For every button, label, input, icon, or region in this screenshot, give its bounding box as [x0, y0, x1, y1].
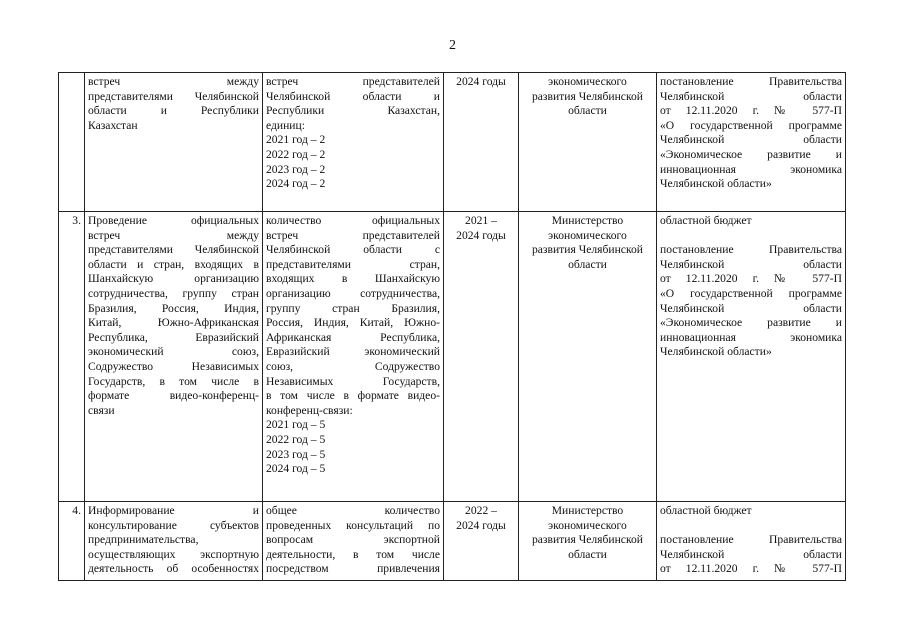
indicator-line: 2023 год – 2	[266, 162, 326, 176]
source-cell	[657, 212, 846, 502]
source-line: от 12.11.2020 г. № 577-П	[660, 104, 842, 118]
event-cell	[85, 73, 263, 212]
event-line: представителями Челябинской	[88, 89, 259, 103]
event-line: представителями Челябинской	[88, 243, 259, 257]
table-row	[59, 502, 846, 581]
row-number: 4.	[59, 502, 85, 581]
indicator-line: Россия, Индия, Китай, Южно-	[266, 316, 440, 330]
indicator-line: Африканская Республика,	[266, 330, 440, 344]
source-line: «Экономическое развитие и	[660, 147, 842, 161]
period-cell	[444, 502, 519, 581]
funding-source: областной бюджет	[660, 504, 752, 517]
executor-line: Министерство	[551, 504, 624, 517]
event-line: связи	[88, 403, 115, 417]
period-line: 2024 годы	[456, 518, 506, 532]
period-line: 2022 –	[465, 504, 497, 517]
source-line: Челябинской области	[660, 133, 842, 147]
source-line: Челябинской области»	[660, 177, 772, 191]
indicator-line: 2021 год – 2	[266, 133, 326, 147]
indicator-line: Независимых Государств,	[266, 374, 440, 388]
event-line: Информирование и	[88, 504, 259, 517]
indicator-line: 2022 год – 5	[266, 432, 326, 446]
program-table	[58, 72, 846, 581]
source-line: постановление Правительства	[660, 75, 842, 88]
event-line: области и Республики	[88, 104, 259, 118]
indicator-cell	[263, 502, 444, 581]
executor-line: Министерство	[551, 214, 624, 227]
event-cell	[85, 212, 263, 502]
indicator-line: 2021 год – 5	[266, 418, 326, 432]
event-line: Бразилия, Россия, Индия,	[88, 301, 259, 315]
indicator-cell	[263, 73, 444, 212]
event-line: области и стран, входящих в	[88, 257, 259, 271]
source-line: Челябинской области»	[660, 345, 772, 359]
indicator-line: вопросам экспортной	[266, 533, 440, 547]
event-line: Проведение официальных	[88, 214, 259, 227]
period-cell	[444, 73, 519, 212]
executor-line: экономического	[548, 518, 627, 532]
indicator-line: встреч представителей	[266, 75, 440, 88]
indicator-line: Челябинской области с	[266, 243, 440, 257]
indicator-cell	[263, 212, 444, 502]
table-row	[59, 212, 846, 502]
indicator-line: в том числе в формате видео-	[266, 389, 440, 403]
source-line: Челябинской области	[660, 547, 842, 561]
executor-line: развития Челябинской	[531, 533, 643, 547]
indicator-line: союз, Содружество	[266, 359, 440, 373]
period-cell	[444, 212, 519, 502]
source-line: от 12.11.2020 г. № 577-П	[660, 562, 842, 576]
indicator-line: Республики Казахстан,	[266, 104, 440, 118]
indicator-line: организацию сотрудничества,	[266, 286, 440, 300]
indicator-line: представителями стран,	[266, 257, 440, 271]
executor-line: экономического	[548, 75, 627, 88]
event-line: консультирование субъектов	[88, 518, 259, 532]
indicator-line: количество официальных	[266, 214, 440, 227]
indicator-line: 2022 год – 2	[266, 147, 326, 161]
source-line: постановление Правительства	[660, 243, 842, 257]
source-cell	[657, 502, 846, 581]
indicator-line: встреч представителей	[266, 228, 440, 242]
indicator-line: деятельности, в том числе	[266, 547, 440, 561]
indicator-line: общее количество	[266, 504, 440, 517]
period-line: 2021 –	[465, 214, 497, 227]
event-line: сотрудничества, группу стран	[88, 286, 259, 300]
spacer	[660, 229, 842, 244]
event-line: встреч между	[88, 228, 259, 242]
period-line: 2024 годы	[456, 75, 506, 88]
event-line: Государств, в том числе в	[88, 374, 259, 388]
indicator-line: проведенных консультаций по	[266, 518, 440, 532]
executor-line: развития Челябинской	[531, 89, 643, 103]
executor-cell	[519, 212, 657, 502]
event-line: формате видео-конференц-	[88, 389, 259, 403]
indicator-line: группу стран Бразилия,	[266, 301, 440, 315]
source-line: постановление Правительства	[660, 533, 842, 547]
period-line: 2024 годы	[456, 228, 506, 242]
executor-line: области	[568, 257, 607, 271]
source-line: «Экономическое развитие и	[660, 316, 842, 330]
event-line: Содружество Независимых	[88, 359, 259, 373]
indicator-line: конференц-связи:	[266, 403, 353, 417]
event-line: Казахстан	[88, 118, 138, 132]
source-line: Челябинской области	[660, 301, 842, 315]
executor-line: области	[568, 547, 607, 561]
source-line: от 12.11.2020 г. № 577-П	[660, 272, 842, 286]
event-line: встреч между	[88, 75, 259, 88]
spacer	[660, 519, 842, 534]
executor-line: экономического	[548, 228, 627, 242]
executor-line: развития Челябинской	[531, 243, 643, 257]
event-line: экономический союз,	[88, 345, 259, 359]
page-number: 2	[449, 38, 456, 53]
event-line: Шанхайскую организацию	[88, 272, 259, 286]
event-line: Республика, Евразийский	[88, 330, 259, 344]
event-line: осуществляющих экспортную	[88, 547, 259, 561]
row-number	[59, 73, 85, 212]
source-cell	[657, 73, 846, 212]
row-number: 3.	[59, 212, 85, 502]
source-line: Челябинской области	[660, 89, 842, 103]
indicator-line: Челябинской области и	[266, 89, 440, 103]
funding-source: областной бюджет	[660, 214, 752, 227]
executor-cell	[519, 73, 657, 212]
table-row	[59, 73, 846, 212]
event-line: деятельность об особенностях	[88, 562, 259, 576]
indicator-line: 2024 год – 2	[266, 177, 326, 191]
indicator-line: 2023 год – 5	[266, 447, 326, 461]
executor-line: области	[568, 104, 607, 118]
indicator-line: 2024 год – 5	[266, 462, 326, 476]
indicator-line: посредством привлечения	[266, 562, 440, 576]
event-line: Китай, Южно-Африканская	[88, 316, 259, 330]
executor-cell	[519, 502, 657, 581]
source-line: «О государственной программе	[660, 118, 842, 132]
event-cell	[85, 502, 263, 581]
source-line: «О государственной программе	[660, 286, 842, 300]
source-line: Челябинской области	[660, 257, 842, 271]
indicator-line: единиц:	[266, 118, 305, 132]
event-line: предпринимательства,	[88, 533, 199, 547]
source-line: инновационная экономика	[660, 330, 842, 344]
source-line: инновационная экономика	[660, 162, 842, 176]
indicator-line: Евразийский экономический	[266, 345, 440, 359]
indicator-line: входящих в Шанхайскую	[266, 272, 440, 286]
